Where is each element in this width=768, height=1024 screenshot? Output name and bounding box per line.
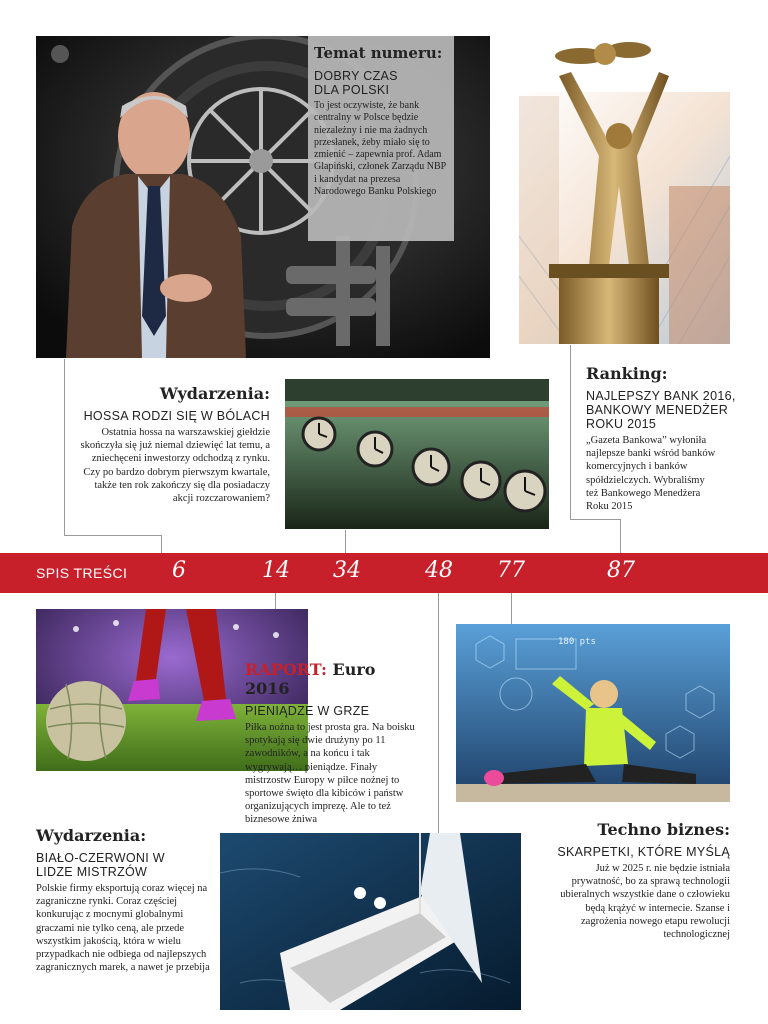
fitness-illustration — [456, 624, 730, 802]
feature-headline: DOBRY CZAS DLA POLSKI — [314, 69, 398, 97]
hud-pts-label: 180 pts — [558, 637, 596, 647]
techno-headline: SKARPETKI, KTÓRE MYŚLĄ — [557, 845, 730, 859]
sailing-photo — [220, 833, 521, 1010]
ranking-article[interactable] — [586, 364, 736, 513]
connector-line — [570, 345, 571, 520]
connector-line — [511, 593, 512, 624]
report-kicker-red: RAPORT: — [245, 660, 327, 679]
events2-body: Polskie firmy eksportują coraz więcej na zagraniczne rynki. Coraz częściej konkurując z mocnymi globalnymi graczami nie tylko ceną, ale przede wszystkim jakością, która w wielu przypadkach nie odbiega od najlepszych zagranicznych marek, a nawet je przebija — [36, 883, 210, 974]
clocks-photo — [285, 379, 549, 529]
connector-line — [620, 519, 621, 553]
events1-article[interactable] — [80, 384, 270, 505]
connector-line — [64, 359, 65, 536]
toc-page-87[interactable]: 87 — [607, 558, 635, 583]
trophy-illustration — [519, 36, 730, 344]
report-headline: PIENIĄDZE W GRZE — [245, 704, 370, 718]
toc-page-14[interactable]: 14 — [262, 558, 290, 583]
report-article[interactable] — [245, 660, 417, 827]
events1-kicker: Wydarzenia: — [159, 384, 270, 403]
techno-article[interactable] — [548, 820, 730, 941]
toc-page-6[interactable]: 6 — [172, 558, 186, 583]
feature-article[interactable] — [314, 44, 450, 198]
ranking-kicker: Ranking: — [586, 364, 668, 383]
clocks-illustration — [285, 379, 549, 529]
techno-kicker: Techno biznes: — [597, 820, 730, 839]
events1-body: Ostatnia hossa na warszawskiej giełdzie skończyła się już niemal dziewięć lat temu, a zniechęceni inwestorzy odchodzą z rynku. Czy po bardzo dobrym pierwszym kwartale, także ten rok zakończy się dla posiadaczy akcji rozczarowaniem? — [80, 427, 270, 505]
toc-page-48[interactable]: 48 — [425, 558, 453, 583]
events2-article[interactable] — [36, 826, 214, 974]
report-body: Piłka nożna to jest prosta gra. Na boisku spotykają się dwie drużyny po 11 zawodników, a na końcu i tak wygrywają… pieniądze. Finały mistrzostw Europy w piłce nożnej to sportowe święto dla kibiców i państw organizujących imprezę. Ale to też biznesowe żniwa — [245, 722, 415, 826]
feature-body: To jest oczywiste, że bank centralny w Polsce będzie niezależny i nie ma żadnych przesłanek, żeby miało się to zmienić – zapewnia prof. Adam Glapiński, członek Zarządu NBP i kandydat na prezesa Narodowego Banku Polskiego — [314, 100, 446, 198]
connector-line — [64, 535, 162, 536]
toc-label: SPIS TREŚCI — [36, 565, 128, 581]
fitness-photo — [456, 624, 730, 802]
connector-line — [438, 593, 439, 833]
events2-headline: BIAŁO-CZERWONI W LIDZE MISTRZÓW — [36, 851, 165, 879]
connector-line — [275, 593, 276, 609]
trophy-photo — [519, 36, 730, 344]
connector-line — [570, 519, 621, 520]
ranking-body: „Gazeta Bankowa” wyłoniła najlepsze banki wśród banków komercyjnych i banków spółdzielczych. Wybraliśmy też Bankowego Menedżera Roku 2015 — [586, 435, 716, 513]
report-kicker — [245, 660, 417, 698]
toc-page-34[interactable]: 34 — [333, 558, 361, 583]
techno-body: Już w 2025 r. nie będzie istniała prywatność, bo za sprawą technologii ubieralnych wszystkie dane o człowieku będą krążyć w internecie. Szanse i zagrożenia nowego etapu rewolucji technologicznej — [560, 863, 730, 941]
feature-kicker: Temat numeru: — [314, 44, 443, 62]
sailing-illustration — [220, 833, 521, 1010]
events1-headline: HOSSA RODZI SIĘ W BÓLACH — [83, 409, 270, 423]
events2-kicker: Wydarzenia: — [36, 826, 147, 845]
connector-line — [161, 535, 162, 553]
toc-page-77[interactable]: 77 — [497, 558, 525, 583]
report-kicker-rest: Euro 2016 — [245, 660, 376, 698]
ranking-headline: NAJLEPSZY BANK 2016, BANKOWY MENEDŻER ROKU 2015 — [586, 389, 736, 431]
connector-line — [345, 530, 346, 553]
